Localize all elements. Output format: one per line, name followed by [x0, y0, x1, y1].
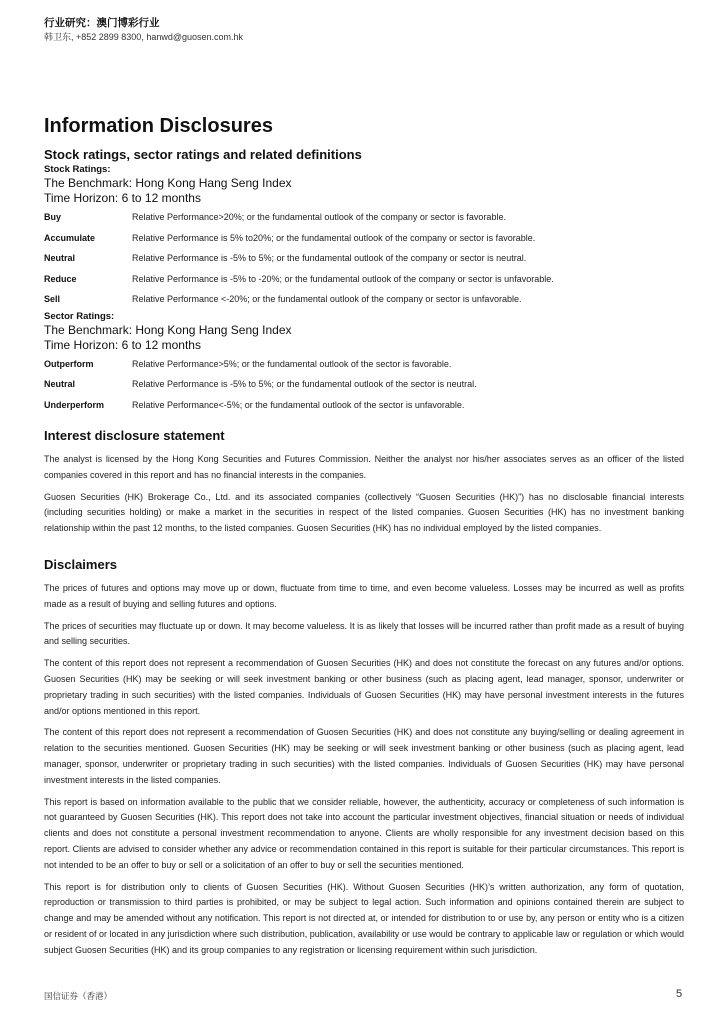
rating-name: Accumulate — [44, 232, 96, 243]
rating-name: Neutral — [44, 253, 76, 264]
rating-row — [44, 395, 684, 416]
stock-ratings-label: Stock Ratings: — [44, 164, 111, 175]
rating-row — [44, 248, 684, 269]
page-title: Information Disclosures — [44, 115, 273, 137]
page-header — [44, 16, 243, 44]
stock-benchmark: The Benchmark: Hong Kong Hang Seng Index — [44, 176, 292, 190]
paragraph: This report is for distribution only to clients of Guosen Securities (HK). Without Guosen Securities (HK)’s written authorization, any form of quotation, reproduction or transmission to third parties is prohibited, or may be subject to legal action. Such information and opinions contained therein are subject to change and may be amended without any notification. This report is not directed at, or intended for distribution to or use by, any person or entity who is a citizen or resident of or located in any jurisdiction where such distribution, publication, availability or use would be contrary to applicable law or regulation or which would subject Guosen Securities (HK) and its group companies to any registration or licensing requirement within such jurisdiction. — [44, 881, 684, 955]
sector-benchmark: The Benchmark: Hong Kong Hang Seng Index — [44, 322, 292, 337]
sector-ratings-table — [44, 354, 684, 416]
rating-name: Sell — [44, 294, 61, 305]
paragraph: The prices of securities may fluctuate up or down. It may become valueless. It is as likely that losses will be incurred rather than profit made as a result of buying and selling securities. — [44, 620, 684, 647]
ratings-section-title: Stock ratings, sector ratings and related definitions — [44, 147, 362, 162]
rating-row — [44, 228, 684, 249]
rating-description: Relative Performance is -5% to -20%; or the fundamental outlook of the company or sector is unfavorable. — [132, 273, 554, 284]
rating-description: Relative Performance<-5%; or the fundamental outlook of the sector is unfavorable. — [132, 399, 465, 410]
rating-description: Relative Performance is 5% to20%; or the fundamental outlook of the company or sector is favorable. — [132, 232, 536, 243]
rating-name: Underperform — [44, 399, 105, 410]
rating-name: Buy — [44, 212, 62, 223]
rating-description: Relative Performance <-20%; or the fundamental outlook of the company or sector is unfavorable. — [132, 294, 522, 305]
sector-time-horizon: Time Horizon: 6 to 12 months — [44, 337, 201, 352]
sector-ratings-label: Sector Ratings: — [44, 310, 115, 322]
rating-row — [44, 269, 684, 290]
interest-disclosure-heading: Interest disclosure statement — [44, 428, 225, 443]
rating-name: Neutral — [44, 379, 76, 390]
rating-row — [44, 207, 684, 228]
stock-time-horizon: Time Horizon: 6 to 12 months — [44, 191, 201, 205]
rating-row — [44, 354, 684, 375]
rating-row — [44, 374, 684, 395]
rating-row — [44, 289, 684, 310]
disclaimers-heading: Disclaimers — [44, 557, 117, 572]
ratings-section — [44, 146, 684, 415]
page-number: 5 — [676, 988, 683, 1000]
stock-ratings-table — [44, 207, 684, 310]
disclaimers-section — [44, 556, 684, 959]
paragraph: The analyst is licensed by the Hong Kong Securities and Futures Commission. Neither the analyst nor his/her associates serves as an officer of the listed companies covered in this report and has no financial interests in the companies. — [44, 454, 684, 480]
report-category: 行业研究：澳门博彩行业 — [44, 17, 160, 29]
paragraph: The content of this report does not represent a recommendation of Guosen Securities (HK) and does not constitute any buying/selling or dealing agreement in relation to the securities mentioned. Guosen Securities (HK) may be seeking or will seek investment banking or other business (such as placing agent, lead manager, sponsor, underwriter or proprietary trading in such securities) with the listed companies. Individuals of Guosen Securities (HK) may have personal investment interests in the listed companies. — [44, 727, 684, 785]
rating-name: Reduce — [44, 273, 77, 284]
rating-description: Relative Performance is -5% to 5%; or the fundamental outlook of the sector is neutral. — [132, 379, 477, 390]
paragraph: The prices of futures and options may move up or down, fluctuate from time to time, and even become valueless. Losses may be incurred as well as profits made as a result of buying and selling futures and options. — [44, 583, 684, 609]
paragraph: This report is based on information available to the public that we consider reliable, however, the authenticity, accuracy or completeness of such information is not guaranteed by Guosen Securities (HK). This report does not take into account the particular investment objectives, financial situation or needs of individual clients and does not constitute a personal investment recommendation to anyone. Clients are wholly responsible for any investment decision based on this report. Clients are advised to consider whether any advice or recommendation contained in this report is suitable for their particular circumstances. This report is not intended to be an offer to buy or sell or a solicitation of an offer to buy or sell the securities mentioned. — [44, 796, 684, 870]
rating-description: Relative Performance>5%; or the fundamental outlook of the sector is favorable. — [132, 358, 452, 369]
rating-name: Outperform — [44, 358, 94, 369]
paragraph: The content of this report does not represent a recommendation of Guosen Securities (HK) and does not constitute the forecast on any futures and/or options. Guosen Securities (HK) may be seeking or will seek investment banking or other business (such as placing agent, lead manager, sponsor, underwriter or proprietary trading in such securities) with the listed companies. Individuals of Guosen Securities (HK) may have personal investment interests in the futures and/or options mentioned in this report. — [44, 658, 684, 716]
footer-company: 国信证券（香港） — [44, 991, 113, 1001]
rating-description: Relative Performance is -5% to 5%; or the fundamental outlook of the company or sector is neutral. — [132, 253, 527, 264]
rating-description: Relative Performance>20%; or the fundamental outlook of the company or sector is favorable. — [132, 212, 506, 223]
analyst-contact: 韩卫东, +852 2899 8300, hanwd@guosen.com.hk — [44, 32, 244, 42]
paragraph: Guosen Securities (HK) Brokerage Co., Ltd. and its associated companies (collectively “Guosen Securities (HK)”) has no disclosable financial interests (including securities holding) or make a market in the securities in respect of the listed companies. Guosen Securities (HK) has no investment banking relationship within the past 12 months, to the listed companies. Guosen Securities (HK) has no individual employed by the listed companies. — [44, 491, 684, 534]
interest-disclosure-section — [44, 427, 684, 537]
